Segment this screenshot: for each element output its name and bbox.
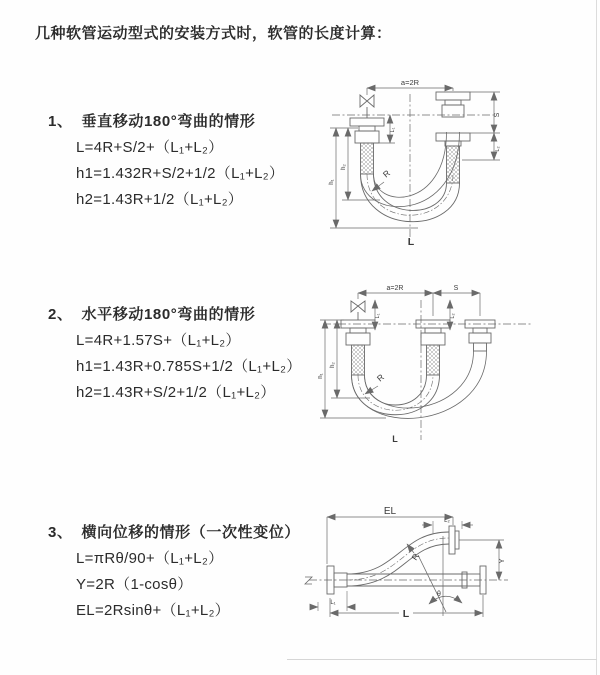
right-fitting-upper: [436, 92, 470, 117]
diagram2-linework: [320, 293, 533, 440]
dim-label-s: S: [494, 112, 501, 118]
dim-label-y: Y: [497, 558, 506, 564]
scan-edge-vertical: [596, 0, 597, 675]
section-heading: [48, 111, 284, 133]
dim-label-l2: L₂: [444, 518, 450, 524]
dim-label-el: EL: [383, 506, 397, 517]
scan-edge-horizontal: [287, 659, 597, 660]
formula-line: EL=2Rsinθ+（L₁+L₂）: [76, 602, 230, 619]
diagram-lateral-displacement: [303, 496, 598, 644]
formula-line: Y=2R（1-cosθ）: [76, 576, 193, 593]
section-number: 1、: [48, 113, 73, 130]
upper-flange: [449, 526, 459, 554]
dim-label-h1: h₁: [329, 179, 335, 185]
diagram1-linework: [330, 88, 500, 240]
page-title: 几种软管运动型式的安装方式时，软管的长度计算：: [35, 25, 392, 42]
dimension-lines: [330, 92, 500, 228]
left-fitting: [341, 320, 375, 375]
formula-line: h1=1.432R+S/2+1/2（L₁+L₂）: [76, 165, 285, 182]
dim-label-span: a=2R: [400, 78, 420, 87]
centerline-break-mark: [305, 577, 312, 584]
valve-icon: [360, 95, 374, 107]
dim-label-span: a=2R: [386, 285, 404, 292]
left-fitting: [350, 118, 384, 174]
valve-icon: [351, 301, 365, 312]
diagram-horizontal-180-bend: [318, 266, 568, 446]
dim-label-l: L: [402, 608, 410, 620]
formula-line: L=4R+S/2+（L₁+L₂）: [76, 139, 224, 156]
dim-label-theta: θ: [437, 591, 441, 598]
dim-label-h2: h₂: [330, 362, 336, 368]
dim-label-l: L: [392, 434, 398, 444]
formula-line: h2=1.43R+1/2（L₁+L₂）: [76, 191, 244, 208]
formula-line: L=4R+1.57S+（L₁+L₂）: [76, 332, 241, 349]
dimension-lines: [310, 517, 504, 617]
dim-label-s: S: [453, 285, 459, 292]
dim-label-l2: L₂: [450, 313, 456, 319]
dim-label-l1: L₁: [390, 127, 396, 133]
formula-line: h2=1.43R+S/2+1/2（L₁+L₂）: [76, 384, 276, 401]
formula-line: L=πRθ/90+（L₁+L₂）: [76, 550, 224, 567]
section-horizontal-movement: [48, 304, 302, 406]
dim-label-l: L: [407, 236, 415, 248]
dim-label-h2: h₂: [341, 164, 347, 170]
dim-label-r: R: [409, 551, 422, 563]
formula-line: h1=1.43R+0.785S+1/2（L₁+L₂）: [76, 358, 302, 375]
dim-label-l1: L₁: [330, 600, 336, 606]
section-heading: [48, 522, 300, 544]
section-number: 2、: [48, 306, 73, 323]
section-number: 3、: [48, 524, 73, 541]
dim-label-h1: h₁: [318, 373, 324, 379]
section-lateral-displacement: [48, 522, 300, 624]
section-vertical-movement: [48, 111, 284, 213]
hose-u-bends: [352, 351, 487, 418]
section-heading: [48, 304, 302, 326]
section-title: 水平移动180°弯曲的情形: [81, 306, 256, 323]
section-title: 横向位移的情形（一次性变位）: [81, 524, 300, 541]
dim-label-r: R: [374, 371, 386, 384]
right-fitting-moved: [465, 320, 495, 351]
diagram-vertical-180-bend: [322, 70, 572, 248]
dim-label-l2: L₂: [495, 146, 501, 152]
dim-label-r: R: [380, 167, 392, 180]
dim-label-l1: L₁: [375, 313, 381, 319]
section-title: 垂直移动180°弯曲的情形: [81, 113, 256, 130]
